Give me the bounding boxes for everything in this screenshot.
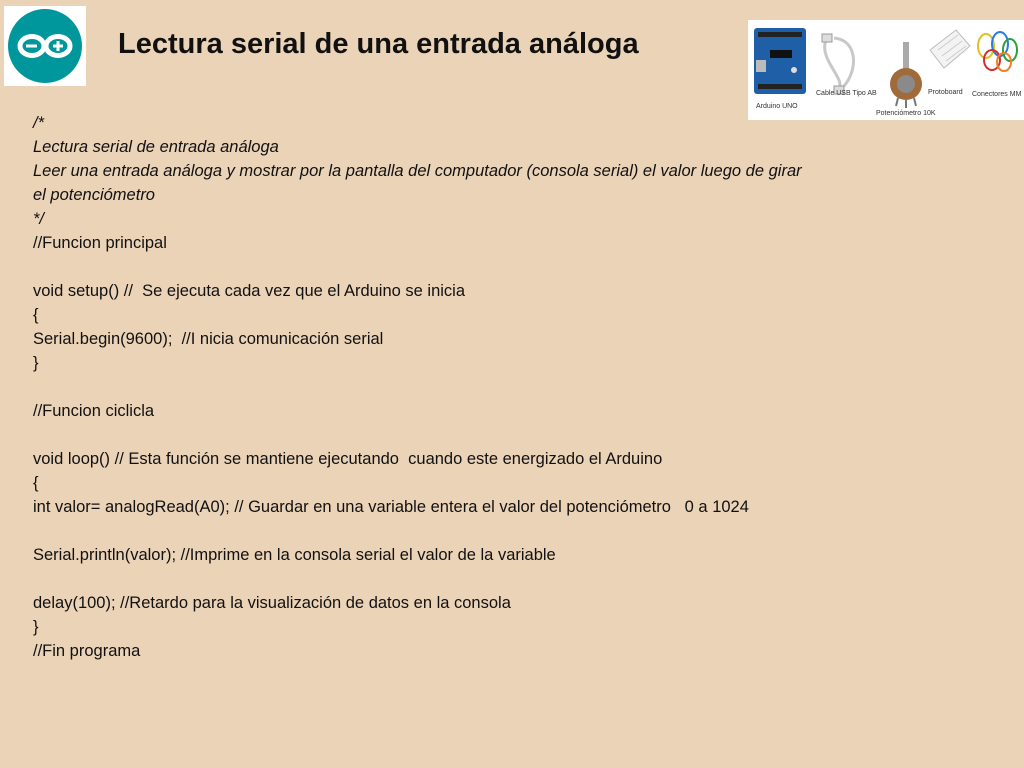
jumper-wires-icon [978, 32, 1017, 71]
code-line: int valor= analogRead(A0); // Guardar en una variable entera el valor del potenciómetro 0 a 1024 [33, 498, 749, 516]
code-line: */ [33, 210, 45, 228]
components-image [748, 20, 1024, 120]
code-line: void setup() // Se ejecuta cada vez que el Arduino se inicia [33, 282, 466, 300]
breadboard-icon [930, 30, 970, 68]
code-line: el potenciómetro [33, 186, 155, 204]
code-line: } [33, 618, 39, 636]
component-label-3: Protoboard [928, 89, 963, 96]
arduino-logo [4, 6, 86, 86]
component-label-2: Potenciómetro 10K [876, 110, 936, 117]
arduino-infinity-logo-icon [4, 6, 86, 86]
code-line: //Funcion principal [33, 234, 167, 252]
code-listing [33, 111, 933, 663]
component-label-4: Conectores MM [972, 91, 1022, 98]
component-label-0: Arduino UNO [756, 103, 798, 110]
potentiometer-icon [890, 42, 922, 108]
code-line: { [33, 306, 39, 324]
code-line [33, 567, 933, 591]
code-line: /* [33, 114, 45, 132]
code-line [33, 423, 933, 447]
code-line: //Fin programa [33, 642, 141, 660]
code-line [33, 255, 933, 279]
code-line: { [33, 474, 39, 492]
code-line: } [33, 354, 39, 372]
code-line [33, 375, 933, 399]
slide-title: Lectura serial de una entrada análoga [118, 28, 639, 60]
code-line: void loop() // Esta función se mantiene ejecutando cuando este energizado el Arduino [33, 450, 663, 468]
code-line: Serial.begin(9600); //I nicia comunicación serial [33, 330, 384, 348]
code-line: //Funcion ciclicla [33, 402, 155, 420]
code-line: Serial.println(valor); //Imprime en la consola serial el valor de la variable [33, 546, 556, 564]
code-line: Lectura serial de entrada análoga [33, 138, 279, 156]
component-label-1: Cable USB Tipo AB [816, 90, 877, 97]
code-line [33, 519, 933, 543]
usb-cable-icon [822, 34, 853, 94]
code-line: delay(100); //Retardo para la visualización de datos en la consola [33, 594, 511, 612]
arduino-board-icon [754, 28, 806, 94]
code-line: Leer una entrada análoga y mostrar por la pantalla del computador (consola serial) el valor luego de girar [33, 162, 802, 180]
